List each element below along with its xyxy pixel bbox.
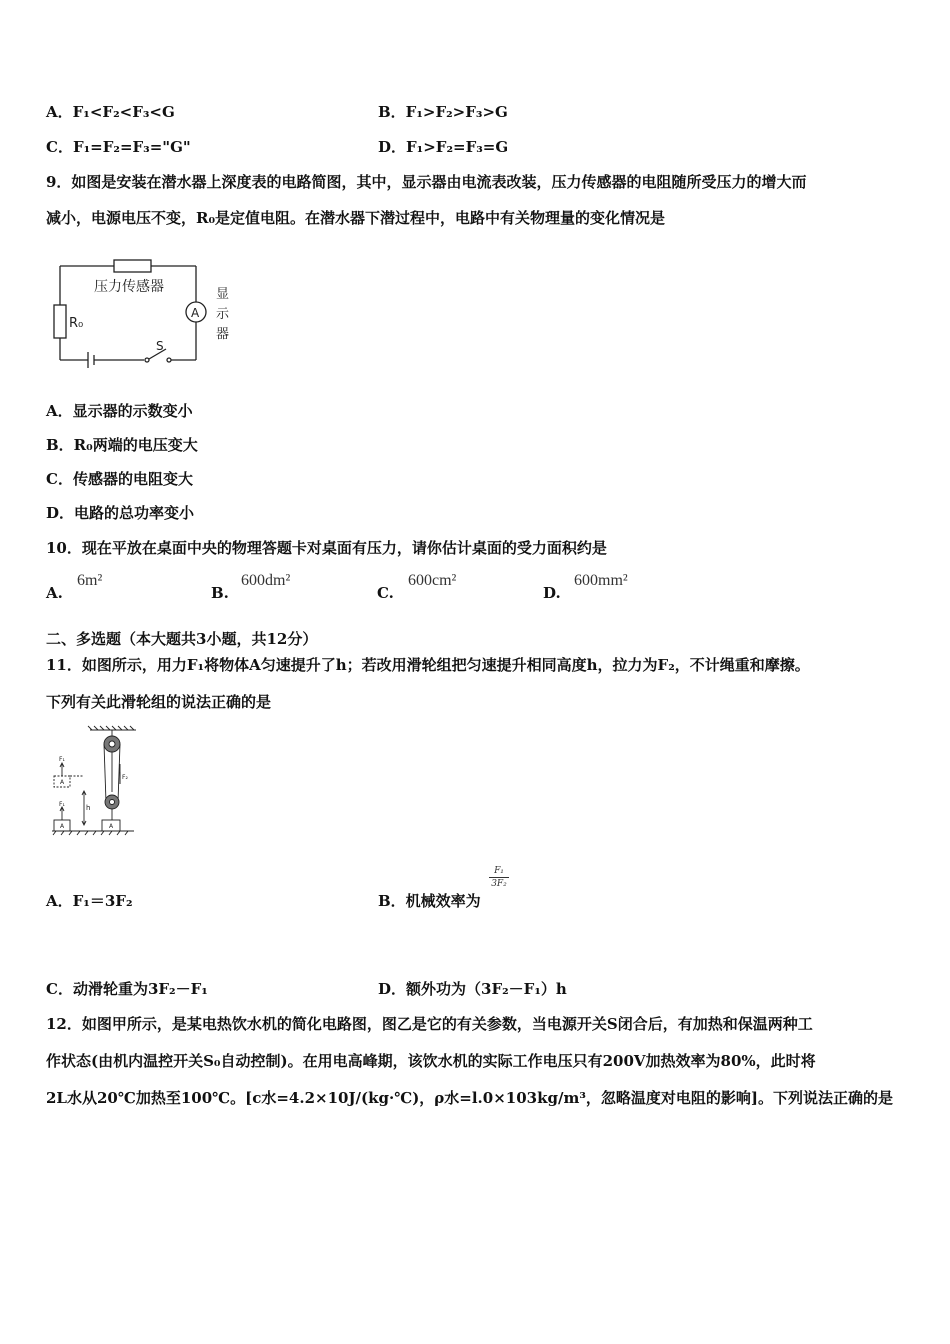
- q11-pulley-diagram: [48, 724, 140, 839]
- f2-label: F₂: [122, 774, 128, 781]
- q12-stem-line1: 12．如图甲所示，是某电热饮水机的简化电路图，图乙是它的有关参数，当电源开关S闭合后，有加热和保温两种工: [46, 1015, 813, 1033]
- q9-option-b: B．R₀两端的电压变大: [46, 436, 198, 454]
- ammeter-label: A: [191, 306, 200, 320]
- q11-option-b-fraction: [487, 866, 511, 889]
- q9-stem-line1: 9．如图是安装在潜水器上深度表的电路简图，其中，显示器由电流表改装，压力传感器的电阻随所受压力的增大而: [46, 173, 807, 191]
- q9-option-d: D．电路的总功率变小: [46, 504, 195, 522]
- q8-option-a: A．F₁<F₂<F₃<G: [46, 103, 175, 121]
- a-label-raised: A: [60, 779, 65, 786]
- display-label-2: 示: [216, 307, 230, 322]
- q9-circuit-diagram: [44, 250, 244, 375]
- r0-label: R₀: [69, 316, 84, 331]
- q10-option-c-value: 600cm²: [408, 572, 457, 589]
- q10-option-c-label: C.: [377, 584, 394, 602]
- q11-option-d: D．额外功为（3F₂－F₁）h: [378, 980, 567, 998]
- fraction-bar: [489, 877, 509, 878]
- q11-option-c: C．动滑轮重为3F₂－F₁: [46, 980, 208, 998]
- q9-stem-line2: 减小，电源电压不变，R₀是定值电阻。在潜水器下潜过程中，电路中有关物理量的变化情况是: [46, 209, 666, 227]
- display-label-3: 器: [216, 327, 230, 342]
- q10-stem: 10．现在平放在桌面中央的物理答题卡对桌面有压力，请你估计桌面的受力面积约是: [46, 539, 607, 557]
- a-label-ground: A: [60, 823, 65, 830]
- q8-option-c: C．F₁=F₂=F₃="G": [46, 138, 191, 156]
- q10-option-b-value: 600dm²: [241, 572, 291, 589]
- q12-stem-line3: 2L水从20℃加热至100℃。[c水=4.2×10J/(kg·℃)，ρ水=l.0×103kg/m³，忽略温度对电阻的影响]。下列说法正确的是: [46, 1089, 893, 1107]
- q10-option-d-label: D.: [543, 584, 561, 602]
- q11-stem-line2: 下列有关此滑轮组的说法正确的是: [46, 693, 272, 711]
- f1-label-top: F₁: [59, 756, 65, 763]
- sensor-resistor: [114, 260, 151, 272]
- q11-option-b: B．机械效率为: [378, 892, 481, 910]
- f1-label-bottom: F₁: [59, 801, 65, 808]
- sensor-label: 压力传感器: [94, 279, 164, 295]
- switch-label: S: [156, 339, 164, 353]
- fraction-denominator: 3F₂: [491, 879, 507, 889]
- q9-option-a: A．显示器的示数变小: [46, 402, 193, 420]
- q9-option-c: C．传感器的电阻变大: [46, 470, 193, 488]
- q10-option-a-label: A.: [46, 584, 63, 602]
- a-label-pulley: A: [109, 823, 114, 830]
- q10-option-b-label: B.: [211, 584, 229, 602]
- q11-stem-line1: 11．如图所示，用力F₁将物体A匀速提升了h；若改用滑轮组把匀速提升相同高度h，拉力为F₂，不计绳重和摩擦。: [46, 656, 810, 674]
- q10-option-a-value: 6m²: [77, 572, 103, 589]
- fraction-numerator: F₁: [494, 866, 504, 876]
- display-label-1: 显: [216, 287, 230, 302]
- q12-stem-line2: 作状态(由机内温控开关S₀自动控制)。在用电高峰期，该饮水机的实际工作电压只有200V加热效率为80%，此时将: [46, 1052, 816, 1070]
- q8-option-b: B．F₁>F₂>F₃>G: [378, 103, 508, 121]
- section-heading: 二、多选题（本大题共3小题，共12分）: [46, 630, 318, 648]
- q11-option-a: A．F₁＝3F₂: [46, 892, 133, 910]
- r0-resistor: [54, 305, 66, 338]
- h-label: h: [86, 804, 91, 812]
- q8-option-d: D．F₁>F₂=F₃=G: [378, 138, 509, 156]
- q10-option-d-value: 600mm²: [574, 572, 628, 589]
